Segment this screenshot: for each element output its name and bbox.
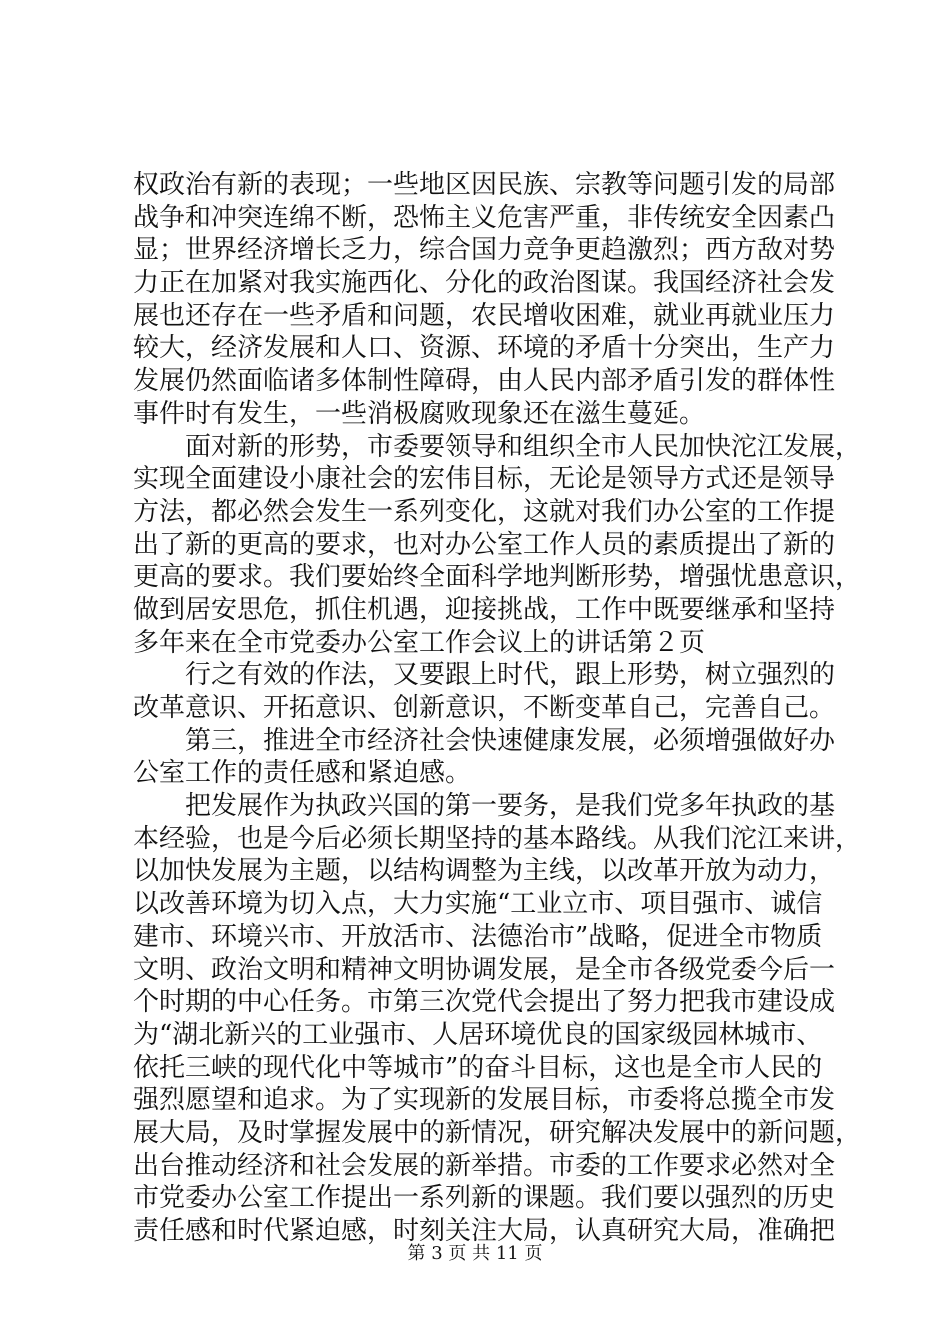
text-line: 市党委办公室工作提出一系列新的课题。我们要以强烈的历史 <box>133 1183 836 1214</box>
text-line: 显；世界经济增长乏力，综合国力竞争更趋激烈；西方敌对势 <box>133 235 836 266</box>
text-line: 展大局，及时掌握发展中的新情况，研究解决发展中的新问题， <box>133 1117 862 1148</box>
text-line: 改革意识、开拓意识、创新意识，不断变革自己，完善自己。 <box>133 693 836 723</box>
paragraph-start-line: 行之有效的作法，又要跟上时代，跟上形势，树立强烈的 <box>185 660 836 691</box>
text-line: 文明、政治文明和精神文明协调发展，是全市各级党委今后一 <box>133 954 836 985</box>
text-line: 个时期的中心任务。市第三次党代会提出了努力把我市建设成 <box>133 987 836 1018</box>
text-line: 发展仍然面临诸多体制性障碍，由人民内部矛盾引发的群体性 <box>133 366 836 397</box>
text-line: 展也还存在一些矛盾和问题，农民增收困难，就业再就业压力 <box>133 300 836 331</box>
text-line: 力正在加紧对我实施西化、分化的政治图谋。我国经济社会发 <box>133 268 836 299</box>
section-heading-line: 第三，推进全市经济社会快速健康发展，必须增强做好办 <box>185 725 836 756</box>
document-body <box>133 169 862 1248</box>
text-line: 较大，经济发展和人口、资源、环境的矛盾十分突出，生产力 <box>133 333 836 364</box>
text-line: 战争和冲突连绵不断，恐怖主义危害严重，非传统安全因素凸 <box>133 202 836 233</box>
text-line: 为“湖北新兴的工业强市、人居环境优良的国家级园林城市、 <box>133 1019 823 1050</box>
text-line: 出台推动经济和社会发展的新举措。市委的工作要求必然对全 <box>133 1150 836 1181</box>
text-line: 多年来在全市党委办公室工作会议上的讲话第２页 <box>133 627 706 658</box>
page-number-label: 第 3 页 共 11 页 <box>407 1243 543 1264</box>
text-line: 更高的要求。我们要始终全面科学地判断形势，增强忧患意识， <box>133 562 862 593</box>
section-heading-line: 公室工作的责任感和紧迫感。 <box>133 758 472 789</box>
text-line: 方法，都必然会发生一系列变化，这就对我们办公室的工作提 <box>133 496 836 527</box>
text-line: 依托三峡的现代化中等城市”的奋斗目标，这也是全市人民的 <box>133 1052 823 1083</box>
paragraph-start-line: 面对新的形势，市委要领导和组织全市人民加快沱江发展， <box>185 431 862 462</box>
text-line: 本经验，也是今后必须长期坚持的基本路线。从我们沱江来讲， <box>133 823 862 854</box>
text-line: 事件时有发生，一些消极腐败现象还在滋生蔓延。 <box>133 398 706 429</box>
page-footer <box>0 1242 950 1266</box>
text-line: 出了新的更高的要求，也对办公室工作人员的素质提出了新的 <box>133 529 836 560</box>
text-line: 做到居安思危，抓住机遇，迎接挑战，工作中既要继承和坚持 <box>133 594 836 625</box>
text-line: 责任感和时代紧迫感，时刻关注大局，认真研究大局，准确把 <box>133 1216 836 1246</box>
text-line: 权政治有新的表现；一些地区因民族、宗教等问题引发的局部 <box>133 170 836 200</box>
paragraph-start-line: 把发展作为执政兴国的第一要务，是我们党多年执政的基 <box>185 791 836 822</box>
text-line: 以加快发展为主题，以结构调整为主线，以改革开放为动力， <box>133 856 836 887</box>
text-line: 建市、环境兴市、开放活市、法德治市”战略，促进全市物质 <box>133 921 823 952</box>
text-line: 以改善环境为切入点，大力实施“工业立市、项目强市、诚信 <box>133 889 823 920</box>
text-line: 强烈愿望和追求。为了实现新的发展目标，市委将总揽全市发 <box>133 1085 836 1116</box>
text-line: 实现全面建设小康社会的宏伟目标，无论是领导方式还是领导 <box>133 464 836 495</box>
